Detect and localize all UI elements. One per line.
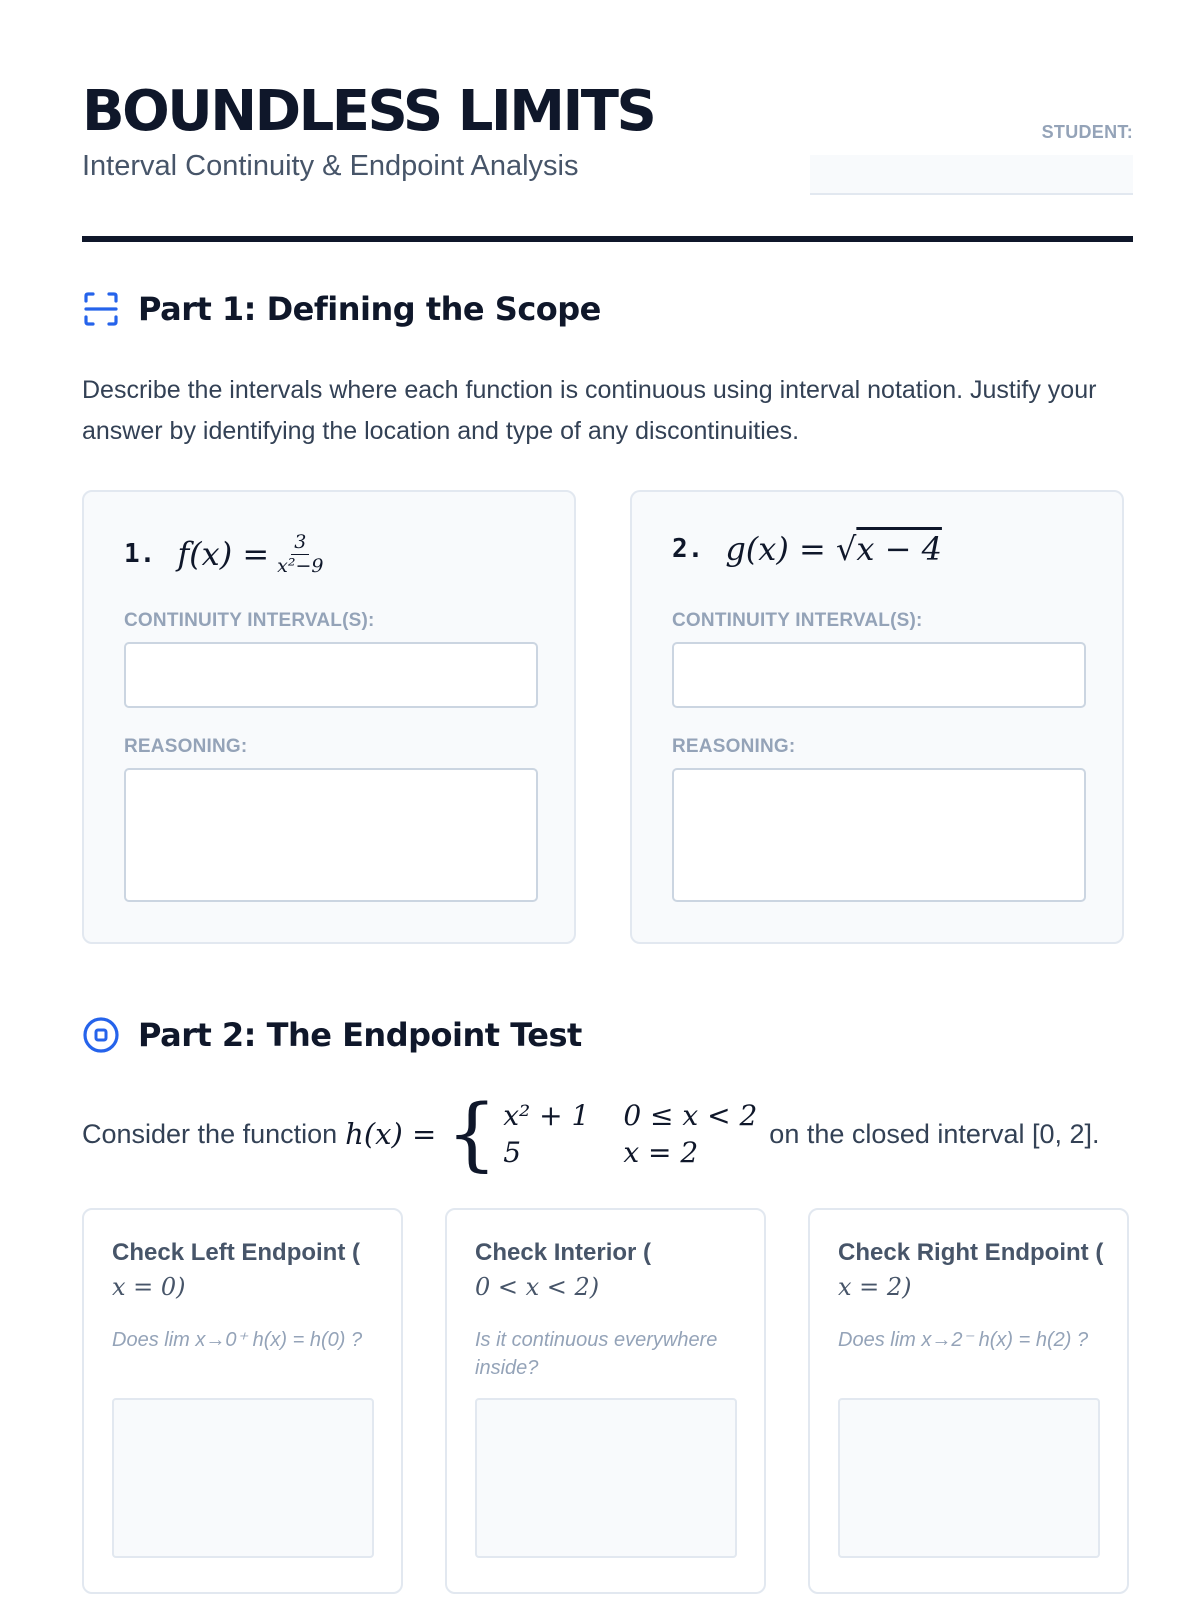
part2-heading [82, 1016, 582, 1054]
check-question: Does lim x→0⁺ h(x) = h(0) ? [112, 1329, 363, 1351]
target-icon [82, 1016, 120, 1054]
continuity-interval-input[interactable] [672, 642, 1086, 708]
check-interior-card [445, 1208, 766, 1594]
check-question: Does lim x→2⁻ h(x) = h(2) ? [838, 1329, 1089, 1351]
fraction-numerator: 3 [291, 530, 309, 555]
problem-2-statement [672, 530, 942, 568]
page-title: BOUNDLESS LIMITS [82, 79, 655, 144]
piecewise-cases [503, 1099, 757, 1169]
reasoning-label: REASONING: [672, 736, 796, 757]
check-title [838, 1236, 1108, 1304]
check-title-math: 0 < x < 2) [475, 1273, 600, 1301]
piecewise-statement [82, 1087, 1100, 1180]
check-title-math: x = 0) [112, 1273, 186, 1301]
continuity-interval-input[interactable] [124, 642, 538, 708]
fraction-denominator: x²−9 [277, 555, 324, 577]
reasoning-input[interactable] [672, 768, 1086, 902]
check-answer-box[interactable] [112, 1398, 374, 1558]
continuity-interval-label: CONTINUITY INTERVAL(S): [124, 610, 375, 631]
check-answer-box[interactable] [475, 1398, 737, 1558]
check-title-text: Check Interior ( [475, 1239, 652, 1266]
check-title [112, 1236, 382, 1304]
reasoning-input[interactable] [124, 768, 538, 902]
intro-prefix: Consider the function [82, 1118, 338, 1149]
problem-number: 1. [124, 538, 156, 569]
check-question: Is it continuous everywhere inside? [475, 1329, 718, 1379]
part1-heading [82, 290, 601, 328]
check-title [475, 1236, 745, 1304]
check-title-text: Check Right Endpoint ( [838, 1239, 1104, 1266]
check-title-math: x = 2) [838, 1273, 912, 1301]
student-block [810, 122, 1133, 195]
problem-number: 2. [672, 534, 704, 564]
case-1-expression: x² + 1 [503, 1099, 590, 1132]
piecewise-brace: { [446, 1087, 498, 1180]
header [82, 80, 1133, 183]
part2-title: Part 2: The Endpoint Test [138, 1016, 582, 1054]
case-2-expression: 5 [503, 1136, 522, 1169]
check-left-endpoint-card [82, 1208, 403, 1594]
reasoning-label: REASONING: [124, 736, 248, 757]
student-name-field[interactable] [810, 155, 1133, 195]
function-f-fraction [277, 530, 323, 577]
check-right-endpoint-card [808, 1208, 1129, 1594]
continuity-interval-label: CONTINUITY INTERVAL(S): [672, 610, 923, 631]
case-2-condition: x = 2 [623, 1136, 699, 1169]
case-1-condition: 0 ≤ x < 2 [623, 1099, 758, 1132]
problem-card-2 [630, 490, 1124, 944]
header-divider [82, 236, 1133, 242]
scan-icon [82, 290, 120, 328]
function-h-lhs: h(x) = [345, 1117, 437, 1151]
page-subtitle: Interval Continuity & Endpoint Analysis [82, 150, 579, 182]
part1-title: Part 1: Defining the Scope [138, 290, 601, 328]
problem-card-1 [82, 490, 576, 944]
function-g-radicand: x − 4 [856, 530, 942, 568]
function-g-lhs: g(x) = √ [725, 530, 857, 568]
part1-instructions: Describe the intervals where each function is continuous using interval notation. Justify your answer by identifying the location and type of any discontinuities. [82, 376, 1097, 445]
check-title-text: Check Left Endpoint ( [112, 1239, 360, 1266]
problem-1-statement [124, 530, 324, 577]
function-f-lhs: f(x) = [177, 534, 270, 573]
check-answer-box[interactable] [838, 1398, 1100, 1558]
intro-suffix: on the closed interval [0, 2]. [769, 1118, 1100, 1149]
student-label: STUDENT: [1041, 122, 1133, 142]
